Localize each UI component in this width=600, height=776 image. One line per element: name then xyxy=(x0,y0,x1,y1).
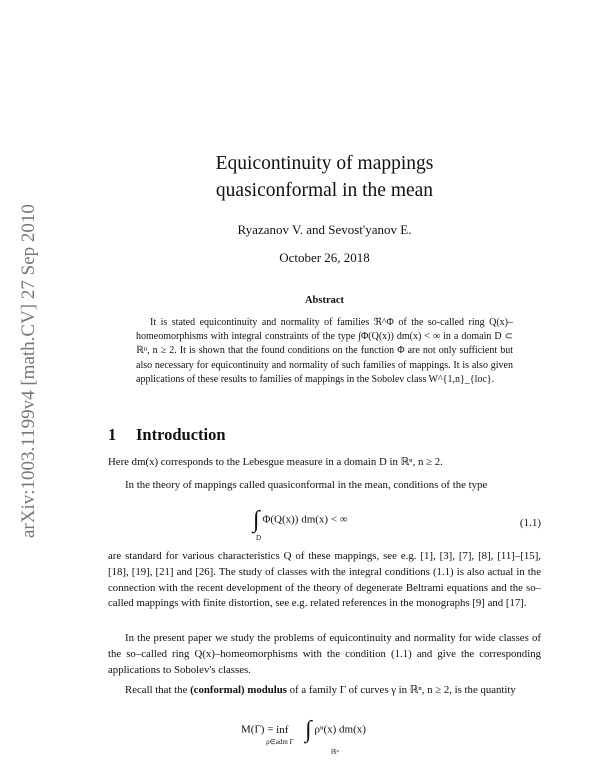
equation-modulus-body xyxy=(241,717,366,756)
paragraph-5-post: of a family Γ of curves γ in ℝⁿ, n ≥ 2, is the quantity xyxy=(286,684,516,696)
title-line-2: quasiconformal in the mean xyxy=(215,180,434,201)
paragraph-5-pre: Recall that the xyxy=(125,684,191,696)
equation-1-1-domain: D xyxy=(256,534,262,542)
equation-modulus-inf-sub: ρ∈adm Γ xyxy=(266,737,294,746)
section-title: Introduction xyxy=(136,425,226,444)
paper-title xyxy=(108,150,541,204)
equation-modulus-inf-label: inf xyxy=(276,723,289,736)
equation-1-1-integrand: Φ(Q(x)) dm(x) < ∞ xyxy=(262,513,348,526)
section-number: 1 xyxy=(108,425,117,444)
paragraph-2: In the theory of mappings called quasiconformal in the mean, conditions of the type xyxy=(125,479,488,491)
arxiv-stamp xyxy=(12,178,42,538)
integral-sign-icon: ∫ xyxy=(253,507,260,533)
equation-modulus-domain: ℝⁿ xyxy=(331,748,339,756)
paragraph-5-term: (conformal) modulus xyxy=(190,684,287,696)
paragraph-3: are standard for various characteristics Q of these mappings, see e.g. [1], [3], [7], [8], [11]–[15], [18], [19], [21] and [26]. The study of classes with the integral conditions (1.1) is also actual in the connection with the recent development of the theory of degenerate Beltrami equations and the so–called mappings with finite distortion, see e.g. related references in the monographs [9] and [17]. xyxy=(108,550,541,610)
paragraph-1: Here dm(x) corresponds to the Lebesgue measure in a domain D in ℝⁿ, n ≥ 2. xyxy=(108,456,443,468)
paragraph-5 xyxy=(108,683,541,699)
arxiv-stamp-text: arXiv:1003.1199v4 [math.CV] 27 Sep 2010 xyxy=(18,204,39,538)
title-line-1: Equicontinuity of mappings xyxy=(215,153,434,174)
authors: Ryazanov V. and Sevost'yanov E. xyxy=(237,222,412,237)
equation-modulus-lhs: M(Γ) = xyxy=(241,723,277,736)
section-heading xyxy=(108,425,541,445)
integral-sign-icon: ∫ xyxy=(305,717,312,743)
abstract-body: It is stated equicontinuity and normality of families ℜ^Φ of the so-called ring Q(x)–homeomorphisms with integral constraints of the type ∫Φ(Q(x)) dm(x) < ∞ in a domain D ⊂ ℝⁿ, n ≥ 2. It is shown that the found conditions on the function Φ are not only sufficient but also necessary for equicontinuity and normality of such families of mappings. It is also given applications of these results to families of mappings in the Sobolev class W^{1,n}_{loc}. xyxy=(136,317,513,385)
date: October 26, 2018 xyxy=(279,250,370,265)
paragraph-4: In the present paper we study the problems of equicontinuity and normality for wide classes of the so–called ring Q(x)–homeomorphisms with the condition (1.1) and give the corresponding applications to Sobolev's classes. xyxy=(108,632,541,676)
equation-1-1-tag: (1.1) xyxy=(519,517,541,529)
abstract-heading: Abstract xyxy=(304,295,345,306)
equation-modulus-inf xyxy=(266,723,294,746)
equation-1-1-body xyxy=(253,507,348,542)
equation-1-1 xyxy=(108,508,541,544)
equation-modulus xyxy=(108,718,541,762)
equation-modulus-integrand: ρⁿ(x) dm(x) xyxy=(314,723,366,736)
